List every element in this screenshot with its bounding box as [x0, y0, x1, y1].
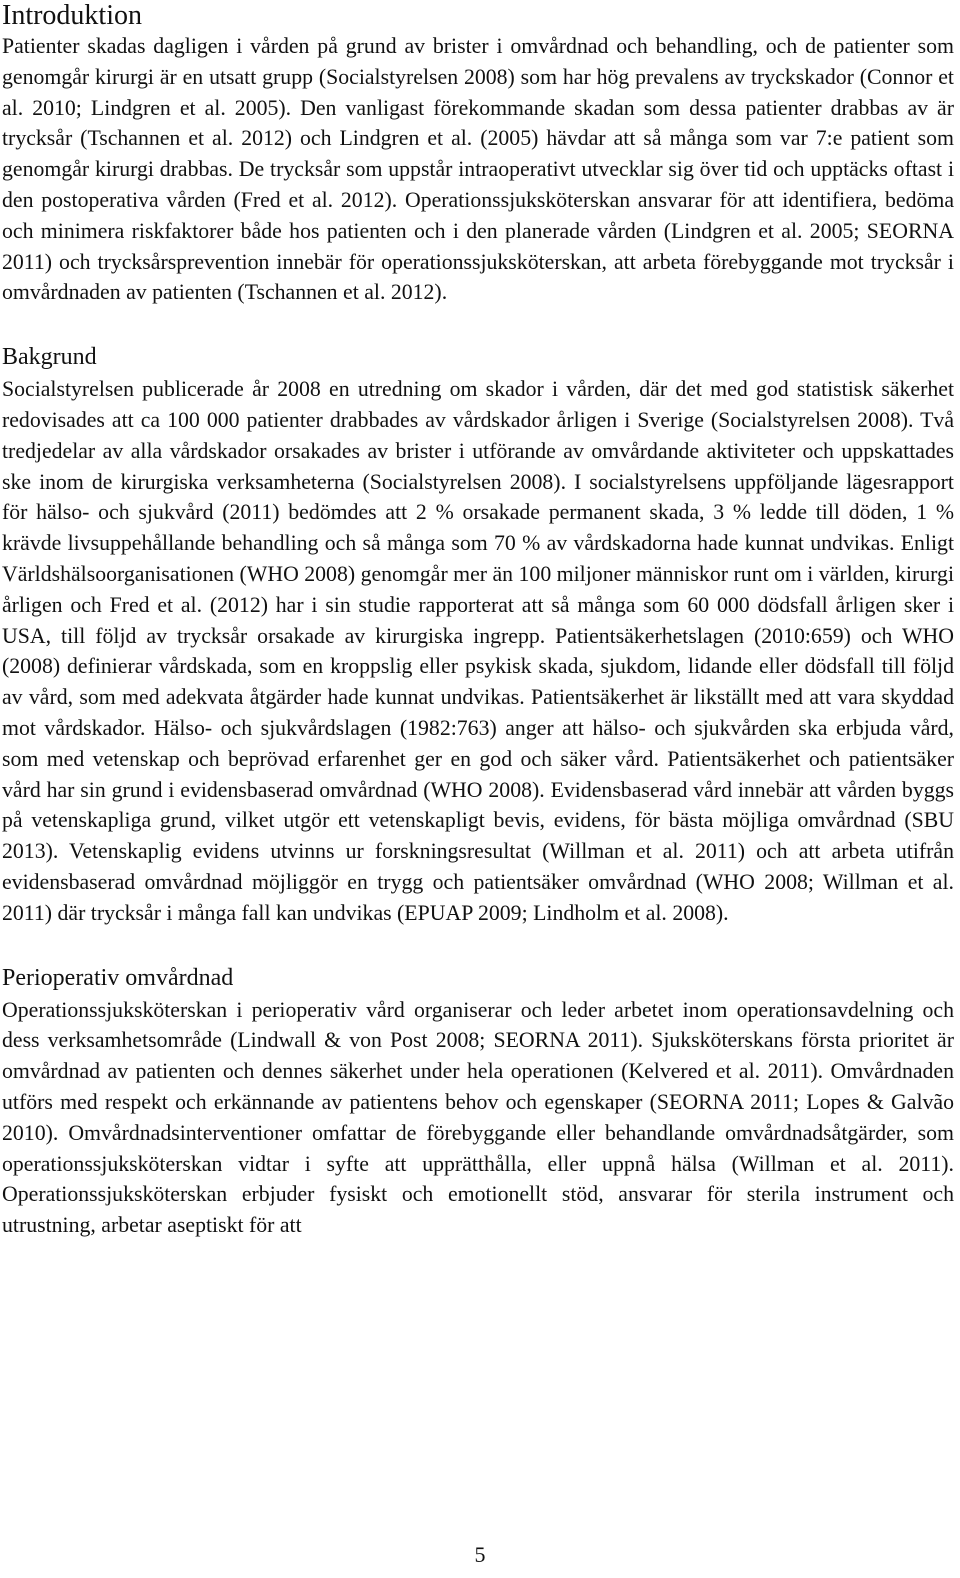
section-introduktion — [2, 0, 954, 308]
section-body-introduktion: Patienter skadas dagligen i vården på grund av brister i omvårdnad och behandling, och de patienter som genomgår kirurgi är en utsatt grupp (Socialstyrelsen 2008) som har hög prevalens av tryckskador (Connor et al. 2010; Lindgren et al. 2005). Den vanligast förekommande skadan som dessa patienter drabbas av är trycksår (Tschannen et al. 2012) och Lindgren et al. (2005) hävdar att så många som var 7:e patient som genomgår kirurgi drabbas. De trycksår som uppstår intraoperativt utvecklar sig över tid och upptäcks oftast i den postoperativa vården (Fred et al. 2012). Operationssjuksköterskan ansvarar för att identifiera, bedöma och minimera riskfaktorer både hos patienten och i den planerade vården (Lindgren et al. 2005; SEORNA 2011) och trycksårsprevention innebär för operationssjuksköterskan, att arbeta förebyggande mot trycksår i omvårdnaden av patienten (Tschannen et al. 2012). — [2, 34, 954, 305]
page-number: 5 — [474, 1542, 486, 1567]
section-heading-bakgrund: Bakgrund — [2, 344, 97, 371]
document-page — [2, 0, 954, 1241]
section-body-perioperativ-omvardnad: Operationssjuksköterskan i perioperativ vård organiserar och leder arbetet inom operationsavdelning och dess verksamhetsområde (Lindwall & von Post 2008; SEORNA 2011). Sjuksköterskans första prioritet är omvårdnad av patienten och dennes säkerhet under hela operationen (Kelvered et al. 2011). Omvårdnaden utförs med respekt och erkännande av patientens behov och egenskaper (SEORNA 2011; Lopes & Galvão 2010). Omvårdnadsinterventioner omfattar de förebyggande eller behandlande omvårdnadsåtgärder, som operationssjuksköterskan vidtar i syfte att upprätthålla, eller uppnå hälsa (Willman et al. 2011). Operationssjuksköterskan erbjuder fysiskt och emotionellt stöd, ansvarar för sterila instrument och utrustning, arbetar aseptiskt för att — [2, 997, 954, 1238]
section-bakgrund — [2, 342, 954, 928]
section-body-bakgrund: Socialstyrelsen publicerade år 2008 en utredning om skador i vården, där det med god statistisk säkerhet redovisades att ca 100 000 patienter drabbades av vårdskador årligen i Sverige (Socialstyrelsen 2008). Två tredjedelar av alla vårdskador orsakades av brister i utförande av omvårdande aktiviteter och uppskattades ske inom de kirurgiska verksamheterna (Socialstyrelsen 2008). I socialstyrelsens uppföljande lägesrapport för hälso- och sjukvård (2011) bedömdes att 2 % orsakade permanent skada, 3 % ledde till döden, 1 % krävde livsuppehållande behandling och så många som 70 % av vårdskadorna hade kunnat undvikas. Enligt Världshälsoorganisationen (WHO 2008) genomgår mer än 100 miljoner människor runt om i världen, kirurgi årligen och Fred et al. (2012) har i sin studie rapporterat att så många som 60 000 dödsfall årligen sker i USA, till följd av trycksår orsakade av kirurgiska ingrepp. Patientsäkerhetslagen (2010:659) och WHO (2008) definierar vårdskada, som en kroppslig eller psykisk skada, sjukdom, lidande eller dödsfall till följd av vård, som med adekvata åtgärder hade kunnat undvikas. Patientsäkerhet är likställt med att vara skyddad mot vårdskador. Hälso- och sjukvårdslagen (1982:763) anger att hälso- och sjukvården ska erbjuda vård, som med vetenskap och beprövad erfarenhet ger en god och säker vård. Patientsäkerhet och patientsäker vård har sin grund i evidensbaserad omvårdnad (WHO 2008). Evidensbaserad vård innebär att vården byggs på vetenskapliga grund, vilket utgör ett vetenskapligt bevis, evidens, för bästa möjliga omvårdnad (SBU 2013). Vetenskaplig evidens utvinns ur forskningsresultat (Willman et al. 2011) och att arbeta utifrån evidensbaserad omvårdnad möjliggör en trygg och patientsäker omvårdnad (WHO 2008; Willman et al. 2011) där trycksår i många fall kan undvikas (EPUAP 2009; Lindholm et al. 2008). — [2, 377, 954, 925]
section-heading-introduktion: Introduktion — [2, 0, 142, 31]
section-perioperativ-omvardnad — [2, 963, 954, 1241]
section-heading-perioperativ-omvardnad: Perioperativ omvårdnad — [2, 964, 234, 991]
